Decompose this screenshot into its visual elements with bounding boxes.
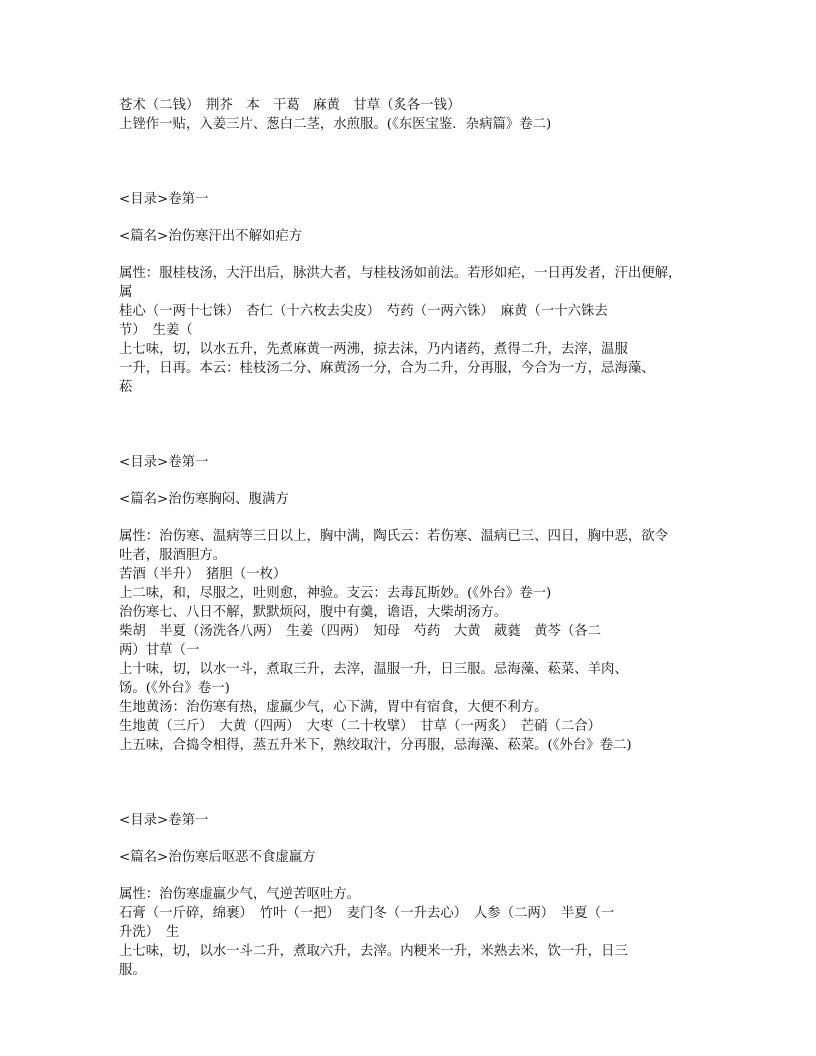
section-3-line-3: 升洗） 生 — [119, 925, 180, 940]
intro-line-2: 上锉作一贴，入姜三片、葱白二茎，水煎服。(《东医宝鉴．杂病篇》卷二) — [119, 117, 552, 132]
section-1-line-1: 属性：服桂枝汤，大汗出后，脉洪大者，与桂枝汤如前法。若形如疟，一日再发者，汗出便解， — [119, 266, 682, 281]
section-1-title: <篇名>治伤寒汗出不解如疟方 — [119, 229, 303, 244]
section-2-line-3: 苦酒（半升） 猪胆（一枚） — [119, 567, 287, 582]
section-1-line-3: 桂心（一两十七铢） 杏仁（十六枚去尖皮） 芍药（一两六铢） 麻黄（一十六铢去 — [119, 304, 608, 319]
document-page — [119, 96, 709, 980]
section-2-line-12: 上五味，合捣令相得，蒸五升米下，熟绞取汁，分再服，忌海藻、菘菜。(《外台》卷二) — [119, 738, 632, 753]
section-1-line-2: 属 — [119, 285, 133, 300]
section-1-line-7: 菘 — [119, 380, 133, 395]
section-1-catalog: <目录>卷第一 — [119, 192, 209, 207]
section-2-line-11: 生地黄（三斤） 大黄（四两） 大枣（二十枚擘） 甘草（一两炙） 芒硝（二合） — [119, 719, 602, 734]
section-2-line-8: 上十味，切，以水一斗，煮取三升，去滓，温服一升，日三服。忌海藻、菘菜、羊肉、 — [119, 662, 628, 677]
section-2-catalog: <目录>卷第一 — [119, 455, 209, 470]
section-3-line-2: 石膏（一斤碎，绵裹） 竹叶（一把） 麦门冬（一升去心） 人参（二两） 半夏（一 — [119, 906, 615, 921]
section-2 — [119, 453, 709, 755]
section-2-line-7: 两）甘草（一 — [119, 643, 200, 658]
section-2-title: <篇名>治伤寒胸闷、腹满方 — [119, 492, 289, 507]
intro-block — [119, 96, 709, 134]
section-2-line-5: 治伤寒七、八日不解，默默烦闷，腹中有羹，谵语，大柴胡汤方。 — [119, 605, 508, 620]
section-3-line-1: 属性：治伤寒虚羸少气，气逆苦呕吐方。 — [119, 887, 361, 902]
section-2-line-6: 柴胡 半夏（汤洗各八两） 生姜（四两） 知母 芍药 大黄 葳蕤 黄芩（各二 — [119, 624, 602, 639]
section-2-line-1: 属性：治伤寒、温病等三日以上，胸中满，陶氏云：若伤寒、温病已三、四日，胸中恶，欲令 — [119, 529, 669, 544]
section-2-line-4: 上二味，和，尽服之，吐则愈，神验。支云：去毒瓦斯妙。(《外台》卷一) — [119, 586, 552, 601]
section-3-line-4: 上七味，切，以水一斗二升，煮取六升，去滓。内粳米一升，米熟去米，饮一升，日三 — [119, 944, 628, 959]
section-1-line-4: 节） 生姜（ — [119, 323, 193, 338]
section-3-line-5: 服。 — [119, 963, 146, 978]
section-2-line-9: 饧。(《外台》卷一) — [119, 681, 230, 696]
section-2-line-10: 生地黄汤：治伤寒有热，虚羸少气，心下满，胃中有宿食，大便不利方。 — [119, 700, 548, 715]
section-3-title: <篇名>治伤寒后呕恶不食虚羸方 — [119, 850, 316, 865]
section-1-line-5: 上七味，切，以水五升，先煮麻黄一两沸，掠去沫，乃内诸药，煮得二升，去滓，温服 — [119, 342, 628, 357]
section-1-line-6: 一升，日再。本云：桂枝汤二分、麻黄汤一分，合为二升，分再服，今合为一方，忌海藻、 — [119, 361, 655, 376]
section-2-line-2: 吐者，服酒胆方。 — [119, 548, 227, 563]
section-1 — [119, 190, 709, 397]
intro-line-1: 苍术（二钱） 荆芥 本 干葛 麻黄 甘草（炙各一钱） — [119, 98, 461, 113]
section-3-catalog: <目录>卷第一 — [119, 813, 209, 828]
section-3 — [119, 811, 709, 980]
